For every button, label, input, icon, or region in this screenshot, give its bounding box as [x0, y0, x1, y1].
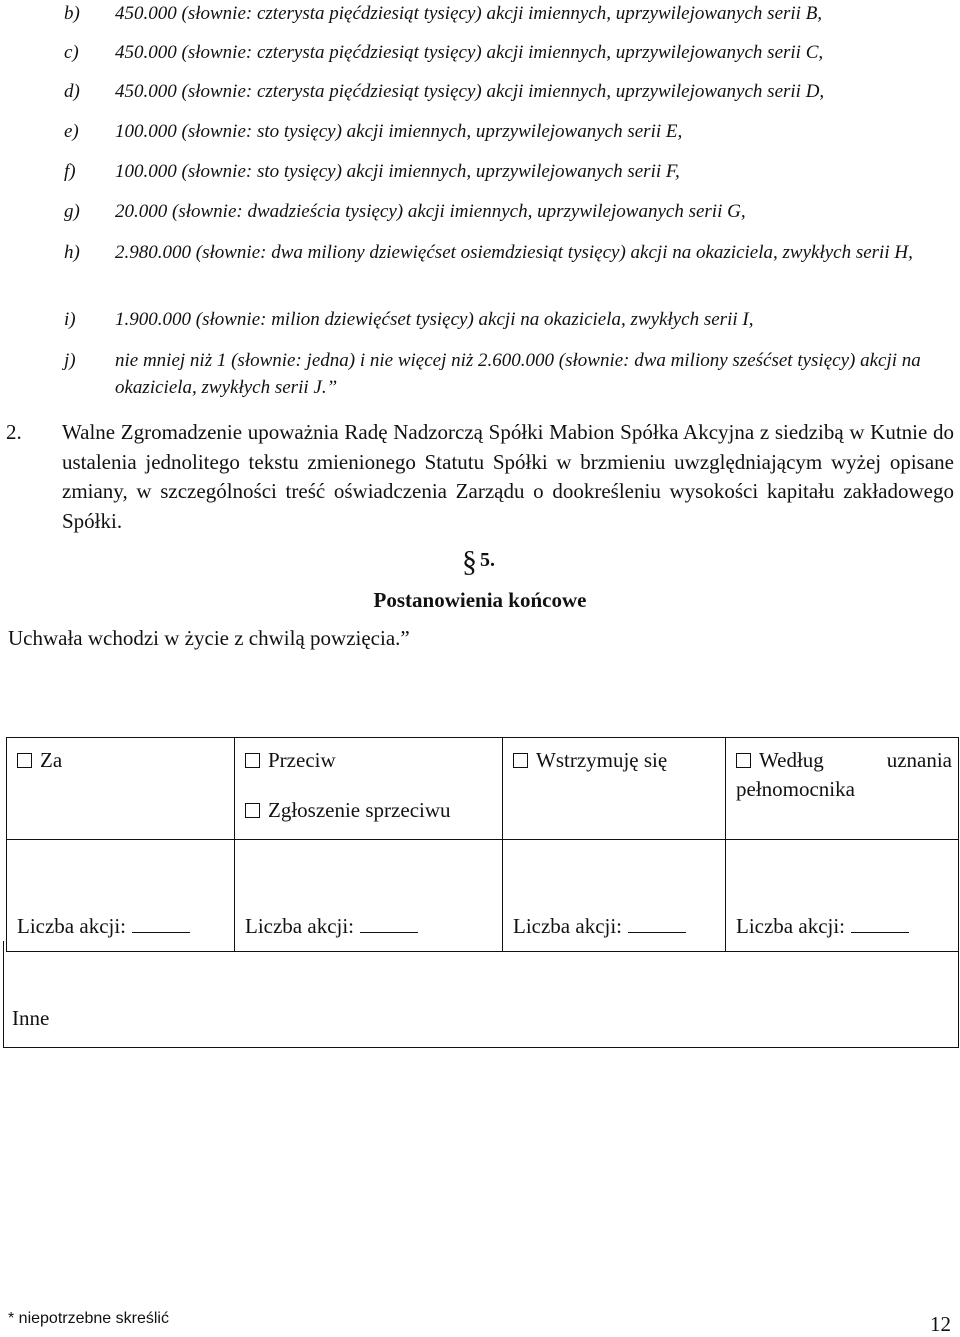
vote-cell-for — [7, 738, 235, 840]
list-item-text: 1.900.000 (słownie: milion dziewięćset tysięcy) akcji na okaziciela, zwykłych serii I, — [115, 309, 754, 330]
list-item-text: 20.000 (słownie: dwadzieścia tysięcy) akcji imiennych, uprzywilejowanych serii G, — [115, 201, 746, 222]
list-item-label: e) — [64, 121, 79, 142]
share-count-label: Liczba akcji: — [513, 914, 623, 938]
list-item-label: d) — [64, 81, 80, 102]
list-item-label: g) — [64, 201, 80, 222]
list-item-label: c) — [64, 42, 79, 63]
checkbox-objection[interactable] — [245, 803, 260, 818]
other-label: Inne — [12, 1006, 50, 1030]
footnote: * niepotrzebne skreślić — [8, 1310, 169, 1327]
share-count-cell — [235, 840, 503, 952]
list-item-label: f) — [64, 161, 76, 182]
vote-option-label: Przeciw — [268, 748, 336, 772]
list-item-text: 450.000 (słownie: czterysta pięćdziesiąt tysięcy) akcji imiennych, uprzywilejowanych serii C, — [115, 42, 824, 63]
vote-option-label: Za — [40, 748, 63, 772]
share-count-cell — [503, 840, 726, 952]
section-number: 5. — [480, 549, 495, 571]
vote-cell-discretion — [726, 738, 959, 840]
voting-table — [6, 737, 959, 952]
other-instructions-box[interactable] — [3, 941, 959, 1048]
share-count-blank[interactable] — [360, 931, 418, 933]
list-item-text: 450.000 (słownie: czterysta pięćdziesiąt tysięcy) akcji imiennych, uprzywilejowanych serii B, — [115, 3, 823, 24]
list-item-label: j) — [64, 350, 76, 371]
vote-cell-abstain — [503, 738, 726, 840]
closing-statement: Uchwała wchodzi w życie z chwilą powzięcia.” — [8, 626, 410, 650]
checkbox-discretion[interactable] — [736, 753, 751, 768]
share-count-cell — [726, 840, 959, 952]
list-item-text: 450.000 (słownie: czterysta pięćdziesiąt tysięcy) akcji imiennych, uprzywilejowanych serii D, — [115, 81, 825, 102]
vote-option-label: Wstrzymuję się — [536, 748, 668, 772]
share-count-label: Liczba akcji: — [736, 914, 846, 938]
page-number: 12 — [930, 1312, 951, 1336]
list-item-text: 2.980.000 (słownie: dwa miliony dziewięćset osiemdziesiąt tysięcy) akcji na okaziciela, zwykłych serii H, — [115, 242, 913, 263]
list-item-text: 100.000 (słownie: sto tysięcy) akcji imiennych, uprzywilejowanych serii F, — [115, 161, 680, 182]
list-item-label: h) — [64, 242, 80, 263]
share-count-blank[interactable] — [628, 931, 686, 933]
share-count-cell — [7, 840, 235, 952]
section-sign: § — [462, 545, 477, 578]
vote-option-label: Według uznania pełnomocnika — [736, 748, 952, 801]
list-item-label: b) — [64, 3, 80, 24]
share-count-blank[interactable] — [132, 931, 190, 933]
paragraph-text: Walne Zgromadzenie upoważnia Radę Nadzorczą Spółki Mabion Spółka Akcyjna z siedzibą w Kutnie do ustalenia jednolitego tekstu zmienionego Statutu Spółki w brzmieniu uwzględniającym wyżej opisane zmiany, w szczególności treść oświadczenia Zarządu o dookreśleniu wysokości kapitału zakładowego Spółki. — [62, 420, 954, 533]
vote-option-label: Zgłoszenie sprzeciwu — [268, 798, 451, 822]
checkbox-for[interactable] — [17, 753, 32, 768]
section-title: Postanowienia końcowe — [373, 588, 587, 612]
paragraph-number: 2. — [6, 420, 22, 444]
resolution-paragraph — [6, 418, 954, 536]
vote-cell-against — [235, 738, 503, 840]
list-item-text: 100.000 (słownie: sto tysięcy) akcji imiennych, uprzywilejowanych serii E, — [115, 121, 683, 142]
checkbox-against[interactable] — [245, 753, 260, 768]
list-item-label: i) — [64, 309, 76, 330]
share-count-blank[interactable] — [851, 931, 909, 933]
share-count-label: Liczba akcji: — [245, 914, 355, 938]
list-item-text: nie mniej niż 1 (słownie: jedna) i nie więcej niż 2.600.000 (słownie: dwa miliony sześćset tysięcy) akcji na okaziciela, zwykłych serii J.” — [115, 350, 921, 398]
share-count-label: Liczba akcji: — [17, 914, 127, 938]
checkbox-abstain[interactable] — [513, 753, 528, 768]
